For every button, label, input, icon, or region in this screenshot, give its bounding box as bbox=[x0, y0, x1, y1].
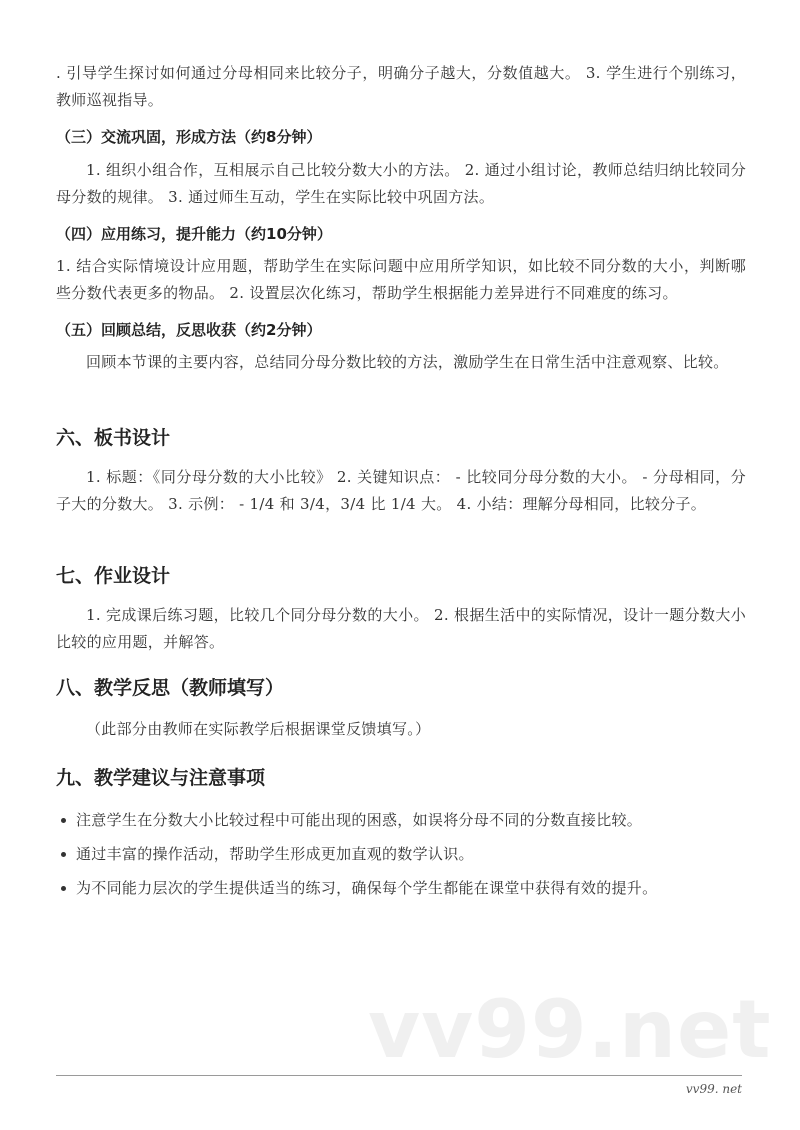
footer-divider bbox=[56, 1075, 742, 1076]
section-9-heading: 九、教学建议与注意事项 bbox=[56, 767, 266, 789]
list-item-text: 通过丰富的操作活动，帮助学生形成更加直观的数学认识。 bbox=[76, 845, 474, 863]
bullet-icon bbox=[61, 886, 66, 891]
bullet-icon bbox=[61, 818, 66, 823]
watermark: vv99.net bbox=[368, 983, 772, 1076]
step-4-heading: （四）应用练习，提升能力（约10分钟） bbox=[56, 225, 332, 243]
list-item bbox=[56, 878, 746, 898]
section-7-body: 1. 完成课后练习题，比较几个同分母分数的大小。 2. 根据生活中的实际情况，设计一题分数大小比较的应用题，并解答。 bbox=[56, 606, 746, 651]
section-8-heading: 八、教学反思（教师填写） bbox=[56, 677, 285, 699]
step-5-body: 回顾本节课的主要内容，总结同分母分数比较的方法，激励学生在日常生活中注意观察、比较。 bbox=[86, 353, 729, 371]
section-6-body: 1. 标题：《同分母分数的大小比较》 2. 关键知识点： - 比较同分母分数的大小。 - 分母相同，分子大的分数大。 3. 示例： - 1/4 和 3/4，3/4 比 1/4 大。 4. 小结：理解分母相同，比较分子。 bbox=[56, 468, 746, 513]
list-item-text: 注意学生在分数大小比较过程中可能出现的困惑，如误将分母不同的分数直接比较。 bbox=[76, 811, 643, 829]
bullet-icon bbox=[61, 852, 66, 857]
step-3-heading: （三）交流巩固，形成方法（约8分钟） bbox=[56, 128, 322, 146]
intro-paragraph: . 引导学生探讨如何通过分母相同来比较分子，明确分子越大，分数值越大。 3. 学生进行个别练习，教师巡视指导。 bbox=[56, 64, 746, 109]
step-4-body: 1. 结合实际情境设计应用题，帮助学生在实际问题中应用所学知识，如比较不同分数的大小，判断哪些分数代表更多的物品。 2. 设置层次化练习，帮助学生根据能力差异进行不同难度的练习。 bbox=[56, 257, 746, 302]
footer-site-label: vv99. net bbox=[685, 1082, 742, 1096]
suggestions-list bbox=[56, 810, 746, 912]
section-8-body: （此部分由教师在实际教学后根据课堂反馈填写。） bbox=[86, 720, 431, 738]
step-5-heading: （五）回顾总结，反思收获（约2分钟） bbox=[56, 321, 322, 339]
list-item bbox=[56, 844, 746, 864]
section-6-heading: 六、板书设计 bbox=[56, 427, 171, 449]
list-item-text: 为不同能力层次的学生提供适当的练习，确保每个学生都能在课堂中获得有效的提升。 bbox=[76, 879, 658, 897]
list-item bbox=[56, 810, 746, 830]
step-3-body: 1. 组织小组合作，互相展示自己比较分数大小的方法。 2. 通过小组讨论，教师总结归纳比较同分母分数的规律。 3. 通过师生互动，学生在实际比较中巩固方法。 bbox=[56, 161, 746, 206]
section-7-heading: 七、作业设计 bbox=[56, 565, 171, 587]
